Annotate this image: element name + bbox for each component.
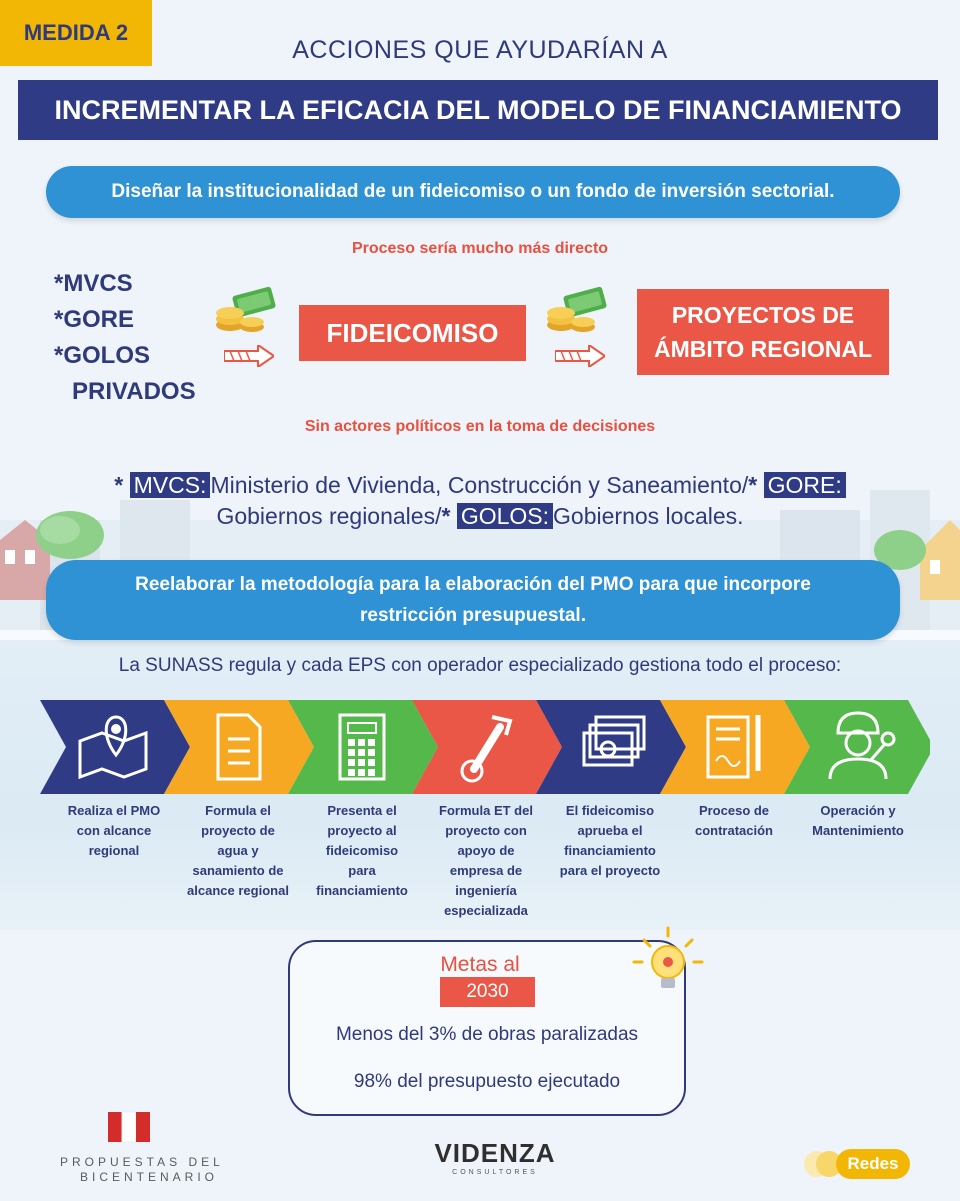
note-no-political-actors: Sin actores políticos en la toma de decisiones [304, 418, 656, 435]
process-step-label-line: para el proyecto [559, 863, 661, 878]
fideicomiso-box: FIDEICOMISO [299, 305, 526, 361]
legend-star: * [748, 472, 758, 498]
process-step-label-line: para [348, 863, 376, 878]
footer-bicentenario-line2: BICENTENARIO [80, 1170, 219, 1184]
videnza-logo-subtext: CONSULTORES [452, 1169, 538, 1176]
footer-bicentenario [60, 1155, 224, 1185]
process-step-chevron [40, 700, 190, 794]
header-subtitle: ACCIONES QUE AYUDARÍAN A [292, 36, 668, 64]
process-step-label-line: proyecto al [327, 823, 397, 838]
legend-star: * [441, 503, 451, 529]
process-step-label [798, 801, 918, 841]
goal-item-1: Menos del 3% de obras paralizadas [335, 1024, 639, 1045]
process-step-label-line: aprueba el [577, 823, 643, 838]
process-step-label [54, 801, 174, 861]
process-step-label-line: sanamiento de [192, 863, 284, 878]
action-pill-2-line1: Reelaborar la metodología para la elaboración del PMO para que incorpore [135, 574, 811, 595]
process-step-label-line: Mantenimiento [812, 823, 904, 838]
action-pill-2-line2: restricción presupuestal. [360, 605, 586, 626]
goals-title: Metas al [440, 953, 520, 976]
measure-badge: MEDIDA 2 [0, 0, 152, 66]
lightbulb-icon [628, 920, 708, 1000]
action-pill-1: Diseñar la institucionalidad de un fideicomiso o un fondo de inversión sectorial. [46, 166, 900, 218]
actor-item: *GOLOS [54, 342, 151, 369]
process-step-label [674, 801, 794, 841]
redes-button[interactable]: Redes [836, 1149, 910, 1179]
process-step-label-line: Proceso de [698, 803, 770, 818]
process-step-label-line: regional [88, 843, 140, 858]
process-step-label [302, 801, 422, 901]
process-step-label-line: Operación y [820, 803, 896, 818]
process-step-label-line: con alcance [76, 823, 152, 838]
footer-bicentenario-line1: PROPUESTAS DEL [60, 1155, 224, 1169]
legend-tag-gore: GORE: [764, 472, 846, 498]
actor-item: *MVCS [54, 270, 133, 297]
legend-text-mvcs: Ministerio de Vivienda, Construcción y Saneamiento/ [210, 472, 749, 498]
process-step-label-line: agua y [217, 843, 259, 858]
process-step-label [178, 801, 298, 901]
note-direct-process: Proceso sería mucho más directo [351, 240, 609, 257]
action-pill-2 [46, 560, 900, 640]
regional-projects-line2: ÁMBITO REGIONAL [653, 336, 873, 362]
process-step-label-line: Formula el [205, 803, 271, 818]
process-step-label-line: financiamiento [316, 883, 408, 898]
legend-tag-golos: GOLOS: [457, 503, 553, 529]
videnza-logo [430, 1138, 560, 1176]
process-step-label-line: proyecto de [201, 823, 275, 838]
acronym-legend-line1 [0, 470, 960, 501]
process-step-label-line: proyecto con [445, 823, 527, 838]
process-step-label-line: contratación [694, 823, 773, 838]
arrow-right-icon [555, 345, 605, 367]
money-stack-icon [541, 285, 611, 335]
process-step-label-line: Formula ET del [439, 803, 533, 818]
process-step-label-line: empresa de [449, 863, 523, 878]
process-step-label-line: ingeniería [455, 883, 517, 898]
legend-tag-mvcs: MVCS: [130, 472, 211, 498]
legend-star: * [114, 472, 124, 498]
acronym-legend-line2 [0, 501, 960, 532]
process-step-label [426, 801, 546, 921]
actor-item: PRIVADOS [72, 378, 196, 405]
regional-projects-box [637, 289, 889, 375]
process-chevrons [40, 700, 930, 794]
goals-year: 2030 [440, 977, 535, 1007]
process-step-label-line: fideicomiso [325, 843, 399, 858]
actors-list [54, 266, 196, 410]
header-title: INCREMENTAR LA EFICACIA DEL MODELO DE FINANCIAMIENTO [18, 80, 938, 140]
process-step-label-line: Realiza el PMO [67, 803, 161, 818]
process-step-label [550, 801, 670, 881]
process-step-label-line: Presenta el [327, 803, 397, 818]
process-step-label-line: alcance regional [187, 883, 289, 898]
process-step-label-line: apoyo de [457, 843, 515, 858]
arrow-right-icon [224, 345, 274, 367]
money-stack-icon [210, 285, 280, 335]
process-step-label-line: financiamiento [564, 843, 656, 858]
regional-projects-line1: PROYECTOS DE [671, 302, 855, 328]
process-intro: La SUNASS regula y cada EPS con operador especializado gestiona todo el proceso: [118, 655, 842, 676]
legend-text-gore: Gobiernos regionales/ [216, 503, 442, 529]
process-step-label-line: especializada [444, 903, 528, 918]
actor-item: *GORE [54, 306, 135, 333]
goal-item-2: 98% del presupuesto ejecutado [353, 1071, 621, 1092]
legend-text-golos: Gobiernos locales. [553, 503, 744, 529]
process-step-label-line: El fideicomiso [565, 803, 655, 818]
videnza-logo-text: VIDENZA [434, 1138, 556, 1168]
peru-flag-icon [108, 1110, 150, 1144]
